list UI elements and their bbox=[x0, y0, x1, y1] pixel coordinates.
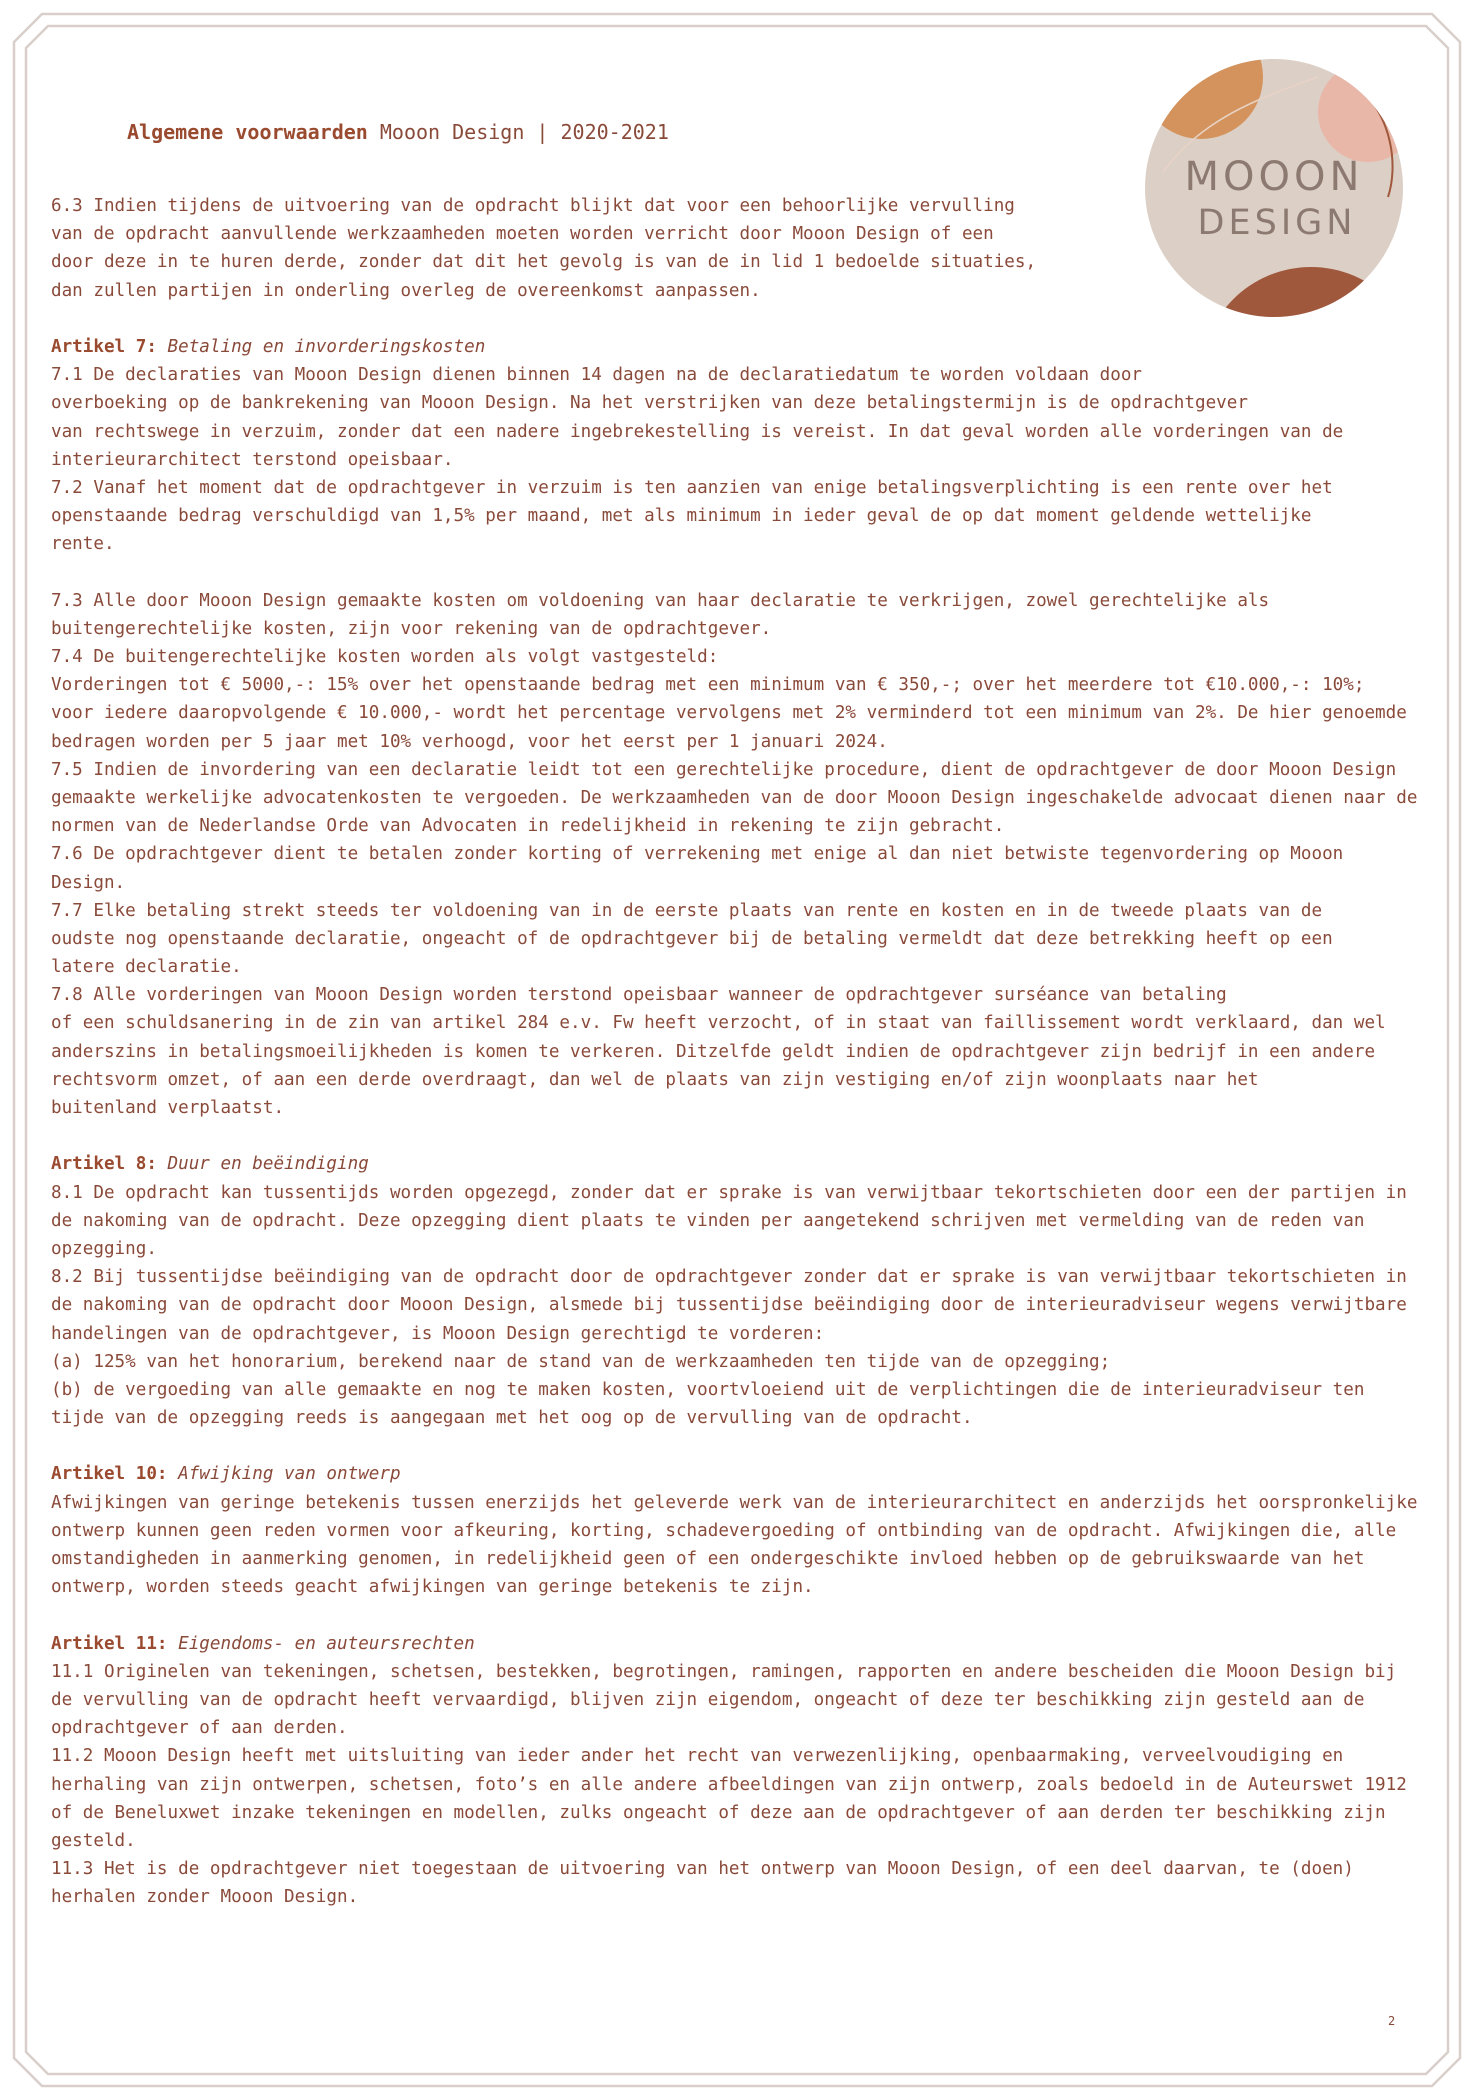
text-line: (a) 125% van het honorarium, berekend naar de stand van de werkzaamheden ten tijde van de opzegging; bbox=[51, 1351, 1111, 1372]
text-line: 6.3 Indien tijdens de uitvoering van de opdracht blijkt dat voor een behoorlijke vervulling bbox=[51, 196, 1015, 216]
text-line: 7.2 Vanaf het moment dat de opdrachtgever in verzuim is ten aanzien van enige betalingsverplichting is een rente over het bbox=[51, 477, 1333, 498]
article-10-label: Artikel 10: bbox=[51, 1464, 168, 1485]
article-8-heading bbox=[51, 1150, 1431, 1178]
header-title-rest: Mooon Design | 2020-2021 bbox=[367, 120, 669, 144]
text-line: buitenland verplaatst. bbox=[51, 1098, 285, 1118]
text-line: anderszins in betalingsmoeilijkheden is komen te verkeren. Ditzelfde geldt indien de opdrachtgever zijn bedrijf in een andere bbox=[51, 1041, 1376, 1062]
text-line: normen van de Nederlandse Orde van Advocaten in redelijkheid in rekening te zijn gebracht. bbox=[51, 816, 1005, 837]
text-line: herhaling van zijn ontwerpen, schetsen, foto’s en alle andere afbeeldingen van zijn ontwerp, zoals bedoeld in de Auteurswet 1912 bbox=[51, 1774, 1407, 1795]
text-line: of de Beneluxwet inzake tekeningen en modellen, zulks ongeacht of deze aan de opdrachtgever of aan derden ter beschikking zijn bbox=[51, 1802, 1386, 1823]
document-header bbox=[127, 120, 669, 144]
text-line: overboeking op de bankrekening van Mooon Design. Na het verstrijken van deze betalingstermijn is de opdrachtgever bbox=[51, 393, 1248, 414]
text-line: 11.1 Originelen van tekeningen, schetsen, bestekken, begrotingen, ramingen, rapporten en andere bescheiden die Mooon Design bij bbox=[51, 1661, 1397, 1682]
article-8-label: Artikel 8: bbox=[51, 1154, 157, 1175]
text-line: 7.5 Indien de invordering van een declaratie leidt tot een gerechtelijke procedure, dient de opdrachtgever de door Mooon Design bbox=[51, 759, 1397, 780]
article-10-body bbox=[51, 1489, 1431, 1602]
text-line: opzegging. bbox=[51, 1238, 157, 1259]
text-line: openstaande bedrag verschuldigd van 1,5% per maand, met als minimum in ieder geval de op dat moment geldende wettelijke bbox=[51, 506, 1312, 527]
text-line: (b) de vergoeding van alle gemaakte en nog te maken kosten, voortvloeiend uit de verplichtingen die de interieuradviseur ten bbox=[51, 1379, 1365, 1400]
logo-text-design: DESIGN bbox=[1197, 203, 1357, 243]
intro-paragraph bbox=[51, 192, 1431, 305]
text-line: 11.3 Het is de opdrachtgever niet toegestaan de uitvoering van het ontwerp van Mooon Design, of een deel daarvan, te (doen) bbox=[51, 1859, 1354, 1880]
article-7-title: Betaling en invorderingskosten bbox=[156, 336, 486, 357]
text-line: 7.8 Alle vorderingen van Mooon Design worden terstond opeisbaar wanneer de opdrachtgever surséance van betaling bbox=[51, 985, 1227, 1006]
text-line: 7.3 Alle door Mooon Design gemaakte kosten om voldoening van haar declaratie te verkrijgen, zowel gerechtelijke als bbox=[51, 590, 1270, 611]
text-line: oudste nog openstaande declaratie, ongeacht of de opdrachtgever bij de betaling vermeldt dat deze betrekking heeft op een bbox=[51, 928, 1333, 949]
article-10-title: Afwijking van ontwerp bbox=[167, 1464, 401, 1485]
text-line: gemaakte werkelijke advocatenkosten te vergoeden. De werkzaamheden van de door Mooon Design ingeschakelde advocaat dienen naar de bbox=[51, 787, 1418, 808]
text-line: 8.2 Bij tussentijdse beëindiging van de opdracht door de opdrachtgever zonder dat er sprake is van verwijtbaar tekortschieten in bbox=[51, 1267, 1407, 1288]
article-10-heading bbox=[51, 1460, 1431, 1488]
article-7-heading bbox=[51, 333, 1431, 361]
text-line: ontwerp, worden steeds geacht afwijkingen van geringe betekenis te zijn. bbox=[51, 1577, 814, 1598]
text-line: de nakoming van de opdracht door Mooon Design, alsmede bij tussentijdse beëindiging door de interieuradviseur wegens verwijtbare bbox=[51, 1295, 1407, 1316]
text-line: gesteld. bbox=[51, 1830, 136, 1851]
text-line: voor iedere daaropvolgende € 10.000,- wordt het percentage vervolgens met 2% verminderd tot een minimum van 2%. De hier genoemde bbox=[51, 703, 1407, 724]
text-line: 7.6 De opdrachtgever dient te betalen zonder korting of verrekening met enige al dan niet betwiste tegenvordering op Mooon bbox=[51, 844, 1344, 865]
text-line: opdrachtgever of aan derden. bbox=[51, 1718, 348, 1739]
article-8-body bbox=[51, 1179, 1431, 1433]
text-line: rente. bbox=[51, 534, 115, 555]
text-line: de nakoming van de opdracht. Deze opzegging dient plaats te vinden per aangetekend schrijven met vermelding van de reden van bbox=[51, 1210, 1365, 1231]
article-7-body-part2 bbox=[51, 587, 1431, 1123]
text-line: latere declaratie. bbox=[51, 957, 242, 978]
article-11-label: Artikel 11: bbox=[51, 1633, 168, 1654]
text-line: van de opdracht aanvullende werkzaamheden moeten worden verricht door Mooon Design of een bbox=[51, 224, 994, 245]
document-body bbox=[51, 192, 1431, 1911]
article-8-title: Duur en beëindiging bbox=[156, 1154, 369, 1175]
text-line: interieurarchitect terstond opeisbaar. bbox=[51, 449, 454, 470]
text-line: 7.4 De buitengerechtelijke kosten worden als volgt vastgesteld: bbox=[51, 647, 719, 667]
text-line: bedragen worden per 5 jaar met 10% verhoogd, voor het eerst per 1 januari 2024. bbox=[51, 731, 888, 752]
article-7-body-part1 bbox=[51, 361, 1431, 558]
article-11-title: Eigendoms- en auteursrechten bbox=[167, 1633, 475, 1654]
text-line: herhalen zonder Mooon Design. bbox=[51, 1887, 359, 1908]
text-line: van rechtswege in verzuim, zonder dat een nadere ingebrekestelling is vereist. In dat geval worden alle vorderingen van de bbox=[51, 421, 1344, 442]
text-line: Afwijkingen van geringe betekenis tussen enerzijds het geleverde werk van de interieurarchitect en anderzijds het oorspronkelijke bbox=[51, 1492, 1418, 1513]
text-line: 11.2 Mooon Design heeft met uitsluiting van ieder ander het recht van verwezenlijking, openbaarmaking, verveelvoudiging en bbox=[51, 1746, 1344, 1767]
text-line: buitengerechtelijke kosten, zijn voor rekening van de opdrachtgever. bbox=[51, 618, 772, 639]
text-line: omstandigheden in aanmerking genomen, in redelijkheid geen of een ondergeschikte invloed hebben op de gebruikswaarde van het bbox=[51, 1549, 1365, 1569]
text-line: tijde van de opzegging reeds is aangegaan met het oog op de vervulling van de opdracht. bbox=[51, 1408, 973, 1429]
text-line: Design. bbox=[51, 872, 126, 893]
text-line: of een schuldsanering in de zin van artikel 284 e.v. Fw heeft verzocht, of in staat van faillissement wordt verklaard, dan wel bbox=[51, 1013, 1386, 1034]
text-line: door deze in te huren derde, zonder dat dit het gevolg is van de in lid 1 bedoelde situaties, bbox=[51, 252, 1037, 273]
article-7-label: Artikel 7: bbox=[51, 336, 157, 357]
article-11-heading bbox=[51, 1630, 1431, 1658]
text-line: 8.1 De opdracht kan tussentijds worden opgezegd, zonder dat er sprake is van verwijtbaar tekortschieten door een der partijen in bbox=[51, 1182, 1407, 1203]
text-line: dan zullen partijen in onderling overleg de overeenkomst aanpassen. bbox=[51, 280, 761, 301]
text-line: 7.7 Elke betaling strekt steeds ter voldoening van in de eerste plaats van rente en kosten en in de tweede plaats van de bbox=[51, 900, 1323, 921]
text-line: handelingen van de opdrachtgever, is Mooon Design gerechtigd te vorderen: bbox=[51, 1323, 825, 1344]
text-line: Vorderingen tot € 5000,-: 15% over het openstaande bedrag met een minimum van € 350,-; over het meerdere tot €10.000,-: 10%; bbox=[51, 675, 1365, 696]
text-line: 7.1 De declaraties van Mooon Design dienen binnen 14 dagen na de declaratiedatum te worden voldaan door bbox=[51, 365, 1143, 386]
text-line: ontwerp kunnen geen reden vormen voor afkeuring, korting, schadevergoeding of ontbinding van de opdracht. Afwijkingen die, alle bbox=[51, 1520, 1397, 1541]
header-title-bold: Algemene voorwaarden bbox=[127, 120, 368, 144]
page-number: 2 bbox=[1388, 2014, 1396, 2028]
article-11-body bbox=[51, 1658, 1431, 1912]
logo-text-mooon: MOOON bbox=[1184, 154, 1364, 200]
text-line: de vervulling van de opdracht heeft vervaardigd, blijven zijn eigendom, ongeacht of deze ter beschikking zijn gesteld aan de bbox=[51, 1689, 1365, 1710]
text-line: rechtsvorm omzet, of aan een derde overdraagt, dan wel de plaats van zijn vestiging en/of zijn woonplaats naar het bbox=[51, 1069, 1259, 1090]
